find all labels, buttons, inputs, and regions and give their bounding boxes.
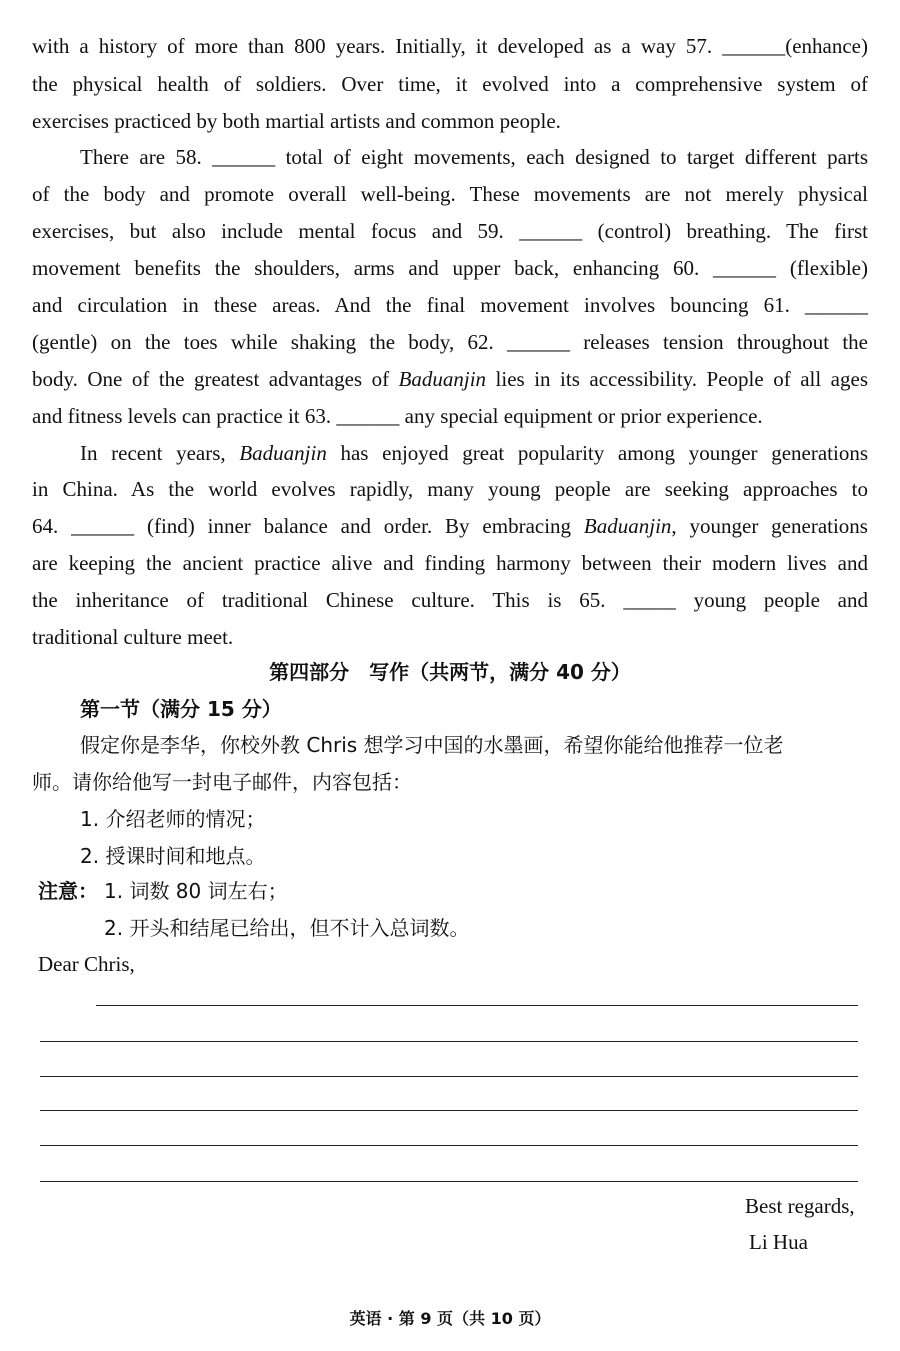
prompt-item: 1. 介绍老师的情况； [80,807,266,831]
prompt-line: 师。请你给他写一封电子邮件，内容包括： [32,770,412,794]
prompt-item: 2. 授课时间和地点。 [80,844,266,868]
writing-line [40,1145,858,1146]
writing-line [96,1005,858,1006]
passage-line: exercises, but also include mental focus and 59. ______ (control) breathing. The first [32,219,868,243]
writing-line [40,1181,858,1182]
passage-line: 64. ______ (find) inner balance and order. By embracing Baduanjin, younger generations [32,514,868,538]
writing-line [40,1076,858,1077]
passage-line: in China. As the world evolves rapidly, many young people are seeking approaches to [32,477,868,501]
passage-line: the physical health of soldiers. Over time, it evolved into a comprehensive system of [32,72,868,96]
passage-line: exercises practiced by both martial artists and common people. [32,109,561,133]
page-footer: 英语 · 第 9 页（共 10 页） [349,1309,551,1328]
term-baduanjin: Baduanjin [239,441,327,465]
passage-line: traditional culture meet. [32,625,234,649]
passage-line: In recent years, Baduanjin has enjoyed great popularity among younger generations [80,441,868,465]
prompt-line: 假定你是李华，你校外教 Chris 想学习中国的水墨画，希望你能给他推荐一位老 [80,733,784,757]
passage-line: body. One of the greatest advantages of Baduanjin lies in its accessibility. People of all ages [32,367,868,391]
passage-line: There are 58. ______ total of eight movements, each designed to target different parts [80,145,868,169]
term-baduanjin: Baduanjin [398,367,487,391]
passage-line: are keeping the ancient practice alive and finding harmony between their modern lives and [32,551,868,575]
passage-line: of the body and promote overall well-being. These movements are not merely physical [32,182,868,206]
closing: Best regards, [745,1194,855,1218]
passage-line: and circulation in these areas. And the final movement involves bouncing 61. ______ [32,293,868,317]
greeting: Dear Chris, [38,952,135,976]
term-baduanjin: Baduanjin [583,514,672,538]
writing-line [40,1041,858,1042]
note-item: 2. 开头和结尾已给出，但不计入总词数。 [104,916,470,940]
note-item: 1. 词数 80 词左右； [104,879,288,903]
passage-line: (gentle) on the toes while shaking the body, 62. ______ releases tension throughout the [32,330,868,354]
passage-line: movement benefits the shoulders, arms and upper back, enhancing 60. ______ (flexible) [32,256,868,280]
section-title: 第一节（满分 15 分） [80,697,282,721]
passage-line: the inheritance of traditional Chinese culture. This is 65. _____ young people and [32,588,868,612]
passage-line: and fitness levels can practice it 63. ______ any special equipment or prior experience. [32,404,763,428]
note-label: 注意： [38,879,98,903]
writing-line [40,1110,858,1111]
part-title: 第四部分 写作（共两节，满分 40 分） [269,660,631,684]
signature: Li Hua [749,1230,808,1254]
passage-line: with a history of more than 800 years. Initially, it developed as a way 57. ______(enhance) [32,34,868,58]
